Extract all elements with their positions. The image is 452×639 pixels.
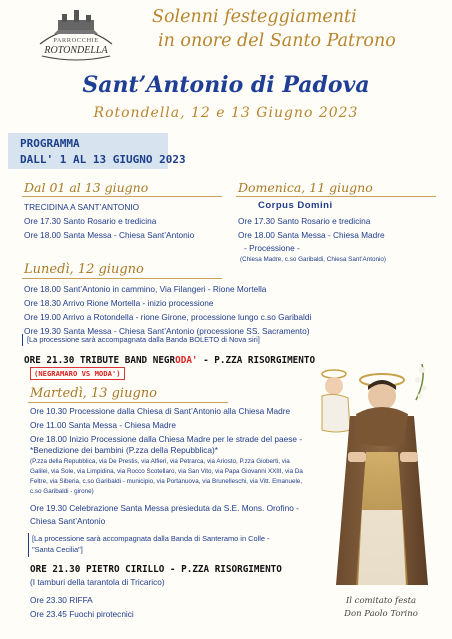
monday-item-1: Ore 18.00 Sant’Antonio in cammino, Via Filangeri - Rione Mortella bbox=[24, 284, 267, 294]
programma-title: PROGRAMMA bbox=[20, 137, 80, 150]
left-item-2: Ore 17.30 Santo Rosario e tredicina bbox=[24, 216, 157, 226]
right-item-1: Ore 17.30 Santo Rosario e tredicina bbox=[238, 216, 371, 226]
tuesday-evening-2: Chiesa Sant’Antonio bbox=[30, 516, 106, 526]
final-item-2: Ore 23.45 Fuochi pirotecnici bbox=[30, 609, 134, 619]
saint-statue-image bbox=[296, 360, 446, 590]
left-item-3: Ore 18.00 Santa Messa - Chiesa Sant’Antonio bbox=[24, 230, 195, 240]
band-text-red: ODA' bbox=[175, 355, 198, 366]
tuesday-item-1: Ore 10.30 Processione dalla Chiesa di Sant’Antonio alla Chiesa Madre bbox=[30, 406, 291, 416]
parish-logo bbox=[34, 6, 118, 62]
band-text-pre: ORE 21.30 TRIBUTE BAND NEGR bbox=[24, 355, 176, 366]
place-date: Rotondella, 12 e 13 Giugno 2023 bbox=[93, 105, 359, 121]
right-item-2: Ore 18.00 Santa Messa - Chiesa Madre bbox=[238, 230, 385, 240]
day-heading-tuesday: Martedì, 13 giugno bbox=[30, 386, 157, 401]
tuesday-item-3: Ore 18.00 Inizio Processione dalla Chiesa Madre per le strade del paese - bbox=[30, 434, 303, 444]
band-subtitle-box: (NEGRAMARO VS MODA') bbox=[30, 367, 125, 380]
tribute-band-line bbox=[24, 355, 315, 366]
concert-line: ORE 21.30 PIETRO CIRILLO - P.ZZA RISORGIMENTO bbox=[30, 564, 282, 575]
logo-text-bottom: ROTONDELLA bbox=[44, 45, 108, 56]
monday-note: [La processione sarà accompagnata dalla Banda BOLETO di Nova siri] bbox=[27, 335, 260, 344]
tuesday-route-3: Feltre, via Siberia, c.so Garibaldi - municipio, via Portanuova, via Brunelleschi, via Vitt. Emanuele, bbox=[30, 478, 303, 485]
header-line-1: Solenni festeggiamenti bbox=[152, 7, 357, 27]
logo-text-top: PARROCCHIE bbox=[53, 37, 99, 44]
final-item-1: Ore 23.30 RIFFA bbox=[30, 595, 93, 605]
monday-item-3: Ore 19.00 Arrivo a Rotondella - rione Girone, processione lungo c.so Garibaldi bbox=[24, 312, 312, 322]
note-bar bbox=[28, 533, 29, 557]
programma-dates: DALL' 1 AL 13 GIUGNO 2023 bbox=[20, 153, 186, 166]
tuesday-item-2: Ore 11.00 Santa Messa - Chiesa Madre bbox=[30, 420, 177, 430]
band-text-post: - P.ZZA RISORGIMENTO bbox=[197, 355, 316, 366]
left-item-1: TRECIDINA A SANT’ANTONIO bbox=[24, 202, 140, 212]
header-line-2: in onore del Santo Patrono bbox=[158, 31, 396, 51]
monday-item-2: Ore 18.30 Arrivo Rione Mortella - inizio processione bbox=[24, 298, 214, 308]
tuesday-evening-1: Ore 19.30 Celebrazione Santa Messa presieduta da S.E. Mons. Orofino - bbox=[30, 503, 299, 513]
corpus-domini: Corpus Domini bbox=[258, 200, 333, 211]
tuesday-route-4: c.so Garibaldi - girone) bbox=[30, 488, 94, 495]
right-item-3: - Processione - bbox=[244, 243, 300, 253]
monday-item-4: Ore 19.30 Santa Messa - Chiesa Sant’Antonio (processione SS. Sacramento) bbox=[24, 326, 310, 336]
day-underline bbox=[236, 196, 436, 197]
statue-graphic bbox=[296, 360, 446, 590]
day-heading-11: Domenica, 11 giugno bbox=[238, 180, 373, 195]
signature-line-1: Il comitato festa bbox=[345, 596, 417, 606]
day-underline bbox=[22, 196, 222, 197]
tuesday-item-4: *Benedizione dei bambini (P.zza della Repubblica)* bbox=[30, 445, 219, 455]
tuesday-route-1: (P.zza della Repubblica, via De Prestis, via Alfieri, via Petrarca, via Ariosto, P.zza Gioberti, via bbox=[30, 458, 290, 465]
tuesday-note-2: "Santa Cecilia"] bbox=[32, 545, 83, 554]
day-underline bbox=[28, 402, 228, 403]
signature-line-2: Don Paolo Torino bbox=[344, 609, 418, 619]
tuesday-route-2: Galilei, via Sole, via Limpidina, via Rocco Scotellaro, via San Vito, via Papa Giovanni XXIII, via Da bbox=[30, 468, 303, 475]
day-underline bbox=[22, 278, 222, 279]
note-bar bbox=[22, 334, 23, 346]
right-route: (Chiesa Madre, c.so Garibaldi, Chiesa Sant’Antonio) bbox=[240, 256, 386, 263]
day-heading-1-13: Dal 01 al 13 giugno bbox=[24, 180, 149, 195]
concert-subtitle: (I tamburi della tarantola di Tricarico) bbox=[30, 577, 165, 587]
saint-title: Sant’Antonio di Padova bbox=[82, 72, 370, 98]
tuesday-note-1: [La processione sarà accompagnata dalla Banda di Santeramo in Colle - bbox=[32, 534, 270, 543]
day-heading-monday: Lunedì, 12 giugno bbox=[24, 262, 144, 277]
